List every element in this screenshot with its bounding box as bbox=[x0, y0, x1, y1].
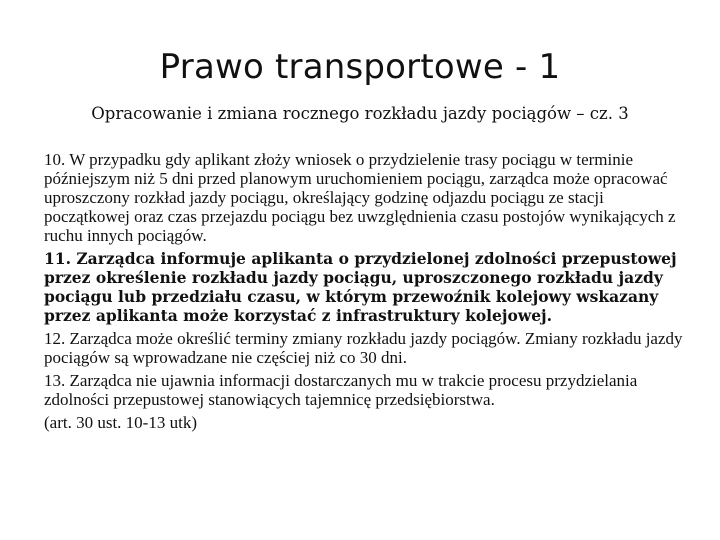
slide-body bbox=[44, 150, 684, 432]
paragraph-10: 10. W przypadku gdy aplikant złoży wniosek o przydzielenie trasy pociągu w terminie późniejszym niż 5 dni przed planowym uruchomieniem pociągu, zarządca może opracować uproszczony rozkład jazdy pociągu, określający godzinę odjazdu pociągu ze stacji początkowej oraz czas przejazdu pociągu bez uwzględnienia czasu postojów wynikających z ruchu innych pociągów. bbox=[44, 150, 676, 245]
legal-source: (art. 30 ust. 10-13 utk) bbox=[44, 413, 197, 432]
paragraph-13: 13. Zarządca nie ujawnia informacji dostarczanych mu w trakcie procesu przydzielania zdolności przepustowej stanowiących tajemnicę przedsiębiorstwa. bbox=[44, 371, 638, 409]
slide-title: Prawo transportowe - 1 bbox=[159, 47, 561, 87]
paragraph-11: 11. Zarządca informuje aplikanta o przydzielonej zdolności przepustowej przez określenie rozkładu jazdy pociągu, uproszczonego rozkładu jazdy pociągu lub przedziału czasu, w którym przewoźnik kolejowy wskazany przez aplikanta może korzystać z infrastruktury kolejowej. bbox=[44, 249, 677, 325]
paragraph-12: 12. Zarządca może określić terminy zmiany rozkładu jazdy pociągów. Zmiany rozkładu jazdy pociągów są wprowadzane nie częściej niż co 30 dni. bbox=[44, 329, 683, 367]
slide-subtitle: Opracowanie i zmiana rocznego rozkładu jazdy pociągów – cz. 3 bbox=[91, 104, 629, 123]
